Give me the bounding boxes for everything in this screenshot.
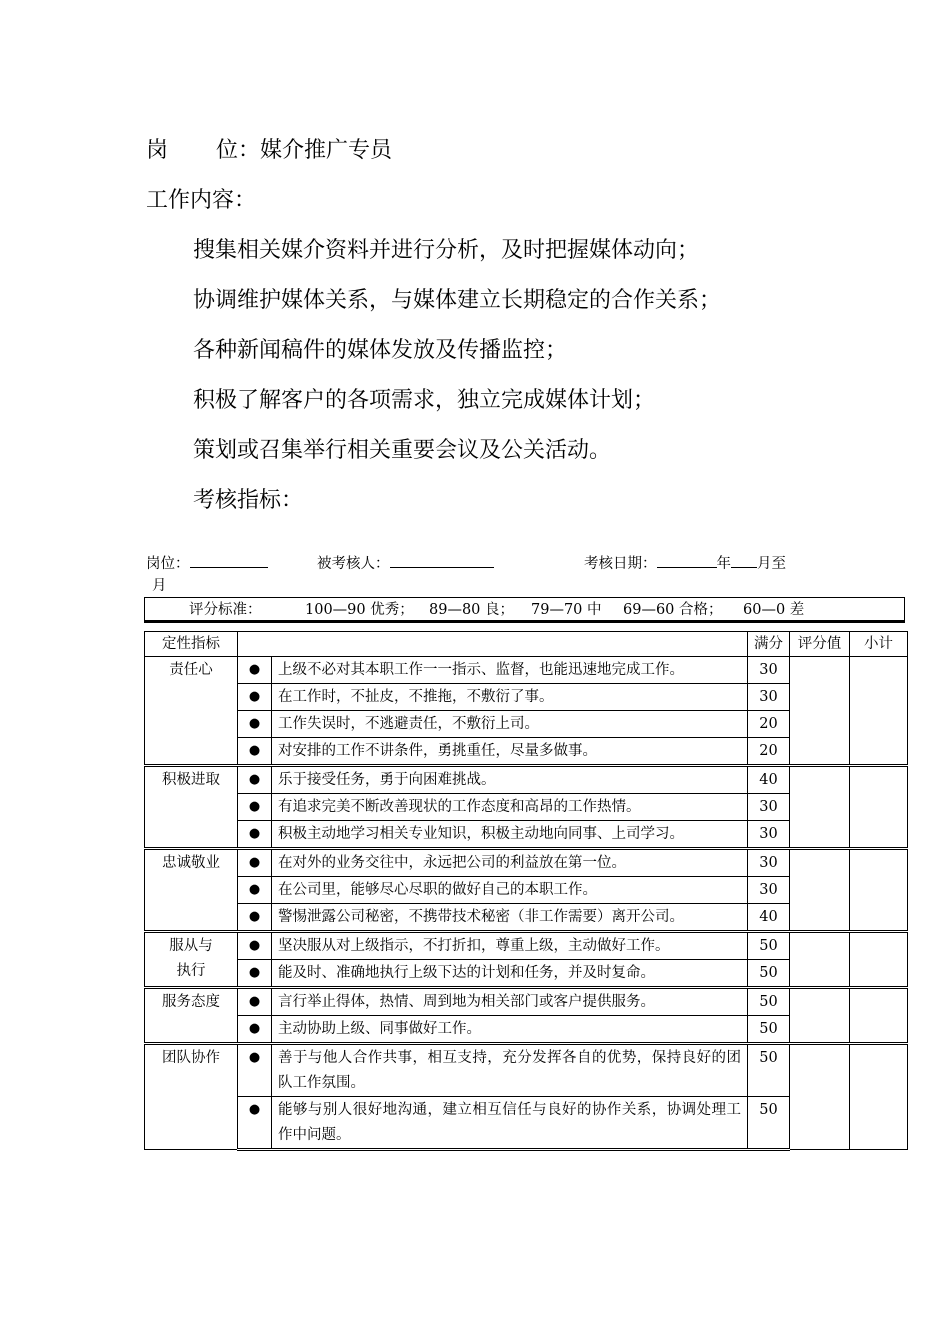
form-post-blank[interactable] [190,552,268,568]
full-score: 30 [748,877,790,904]
scale-excellent: 100—90 优秀； [305,602,414,618]
bullet: ● [238,1016,272,1044]
category-cell: 积极进取 [145,766,238,849]
subtotal-cell[interactable] [850,988,908,1044]
bullet: ● [238,738,272,766]
header-category: 定性指标 [145,632,238,657]
form-assessee-field [317,552,494,574]
full-score: 20 [748,738,790,766]
bullet: ● [238,766,272,794]
rating-input-cell[interactable] [790,849,850,932]
form-post-label: 岗位： [146,556,190,572]
table-row [145,657,908,684]
full-score: 30 [748,657,790,684]
full-score: 50 [748,1097,790,1150]
category-cell: 服从与执行 [145,932,238,988]
bullet: ● [238,821,272,849]
criterion-text: 上级不必对其本职工作一一指示、监督，也能迅速地完成工作。 [272,657,748,684]
content-heading: 工作内容： [146,188,257,213]
form-date-field [584,552,786,574]
table-row [145,932,908,960]
header-subtotal: 小计 [850,632,908,657]
kpi-table [144,631,908,1151]
scale-medium: 79—70 中 [531,602,602,618]
kpi-heading: 考核指标： [193,488,304,513]
category-cell: 团队协作 [145,1044,238,1150]
full-score: 50 [748,988,790,1016]
bullet: ● [238,932,272,960]
bullet: ● [238,988,272,1016]
form-post-field [146,552,268,574]
header-blank [238,632,748,657]
category-cell: 责任心 [145,657,238,766]
criterion-text: 有追求完美不断改善现状的工作态度和高昂的工作热情。 [272,794,748,821]
category-cell: 忠诚敬业 [145,849,238,932]
criterion-text: 积极主动地学习相关专业知识，积极主动地向同事、上司学习。 [272,821,748,849]
full-score: 40 [748,766,790,794]
full-score: 20 [748,711,790,738]
criterion-text: 乐于接受任务，勇于向困难挑战。 [272,766,748,794]
form-month-to-text: 月至 [757,556,786,572]
subtotal-cell[interactable] [850,1044,908,1150]
subtotal-cell[interactable] [850,932,908,988]
criterion-text: 在公司里，能够尽心尽职的做好自己的本职工作。 [272,877,748,904]
criterion-text: 能及时、准确地执行上级下达的计划和任务，并及时复命。 [272,960,748,988]
full-score: 30 [748,849,790,877]
form-month-text: 月 [152,578,167,594]
rating-input-cell[interactable] [790,932,850,988]
post-label-right: 位： [216,138,261,163]
bullet: ● [238,960,272,988]
duty-line: 搜集相关媒介资料并进行分析，及时把握媒体动向； [193,238,700,263]
form-assessee-label: 被考核人： [317,556,390,572]
criterion-text: 言行举止得体，热情、周到地为相关部门或客户提供服务。 [272,988,748,1016]
full-score: 30 [748,821,790,849]
full-score: 50 [748,960,790,988]
bullet: ● [238,1097,272,1150]
criterion-text: 坚决服从对上级指示，不打折扣，尊重上级，主动做好工作。 [272,932,748,960]
bullet: ● [238,657,272,684]
bullet: ● [238,904,272,932]
subtotal-cell[interactable] [850,766,908,849]
criterion-text: 在工作时，不扯皮，不推拖，不敷衍了事。 [272,684,748,711]
duty-line: 协调维护媒体关系，与媒体建立长期稳定的合作关系； [193,288,722,313]
criterion-text: 在对外的业务交往中，永远把公司的利益放在第一位。 [272,849,748,877]
table-row [145,766,908,794]
rating-input-cell[interactable] [790,1044,850,1150]
bullet: ● [238,794,272,821]
post-value: 媒介推广专员 [260,138,393,163]
table-header-row [145,632,908,657]
table-row [145,849,908,877]
form-year-text: 年 [716,556,731,572]
table-row [145,988,908,1016]
full-score: 50 [748,1044,790,1097]
criterion-text: 能够与别人很好地沟通，建立相互信任与良好的协作关系，协调处理工作中问题。 [272,1097,748,1150]
criterion-text: 主动协助上级、同事做好工作。 [272,1016,748,1044]
scale-good: 89—80 良； [429,602,515,618]
criterion-text: 对安排的工作不讲条件，勇挑重任，尽量多做事。 [272,738,748,766]
scale-label: 评分标准： [189,602,262,618]
bullet: ● [238,877,272,904]
scale-poor: 60—0 差 [743,602,805,618]
bullet: ● [238,684,272,711]
subtotal-cell[interactable] [850,849,908,932]
duty-line: 积极了解客户的各项需求，独立完成媒体计划； [193,388,656,413]
full-score: 30 [748,684,790,711]
subtotal-cell[interactable] [850,657,908,766]
rating-input-cell[interactable] [790,657,850,766]
full-score: 30 [748,794,790,821]
form-assessee-blank[interactable] [390,552,494,568]
full-score: 50 [748,1016,790,1044]
header-full: 满分 [748,632,790,657]
form-year-blank[interactable] [657,552,717,568]
duty-line: 各种新闻稿件的媒体发放及传播监控； [193,338,568,363]
full-score: 50 [748,932,790,960]
scale-pass: 69—60 合格； [623,602,723,618]
form-month-blank[interactable] [731,552,757,568]
scoring-scale [144,597,905,623]
rating-input-cell[interactable] [790,988,850,1044]
category-cell: 服务态度 [145,988,238,1044]
bullet: ● [238,1044,272,1097]
criterion-text: 善于与他人合作共事，相互支持，充分发挥各自的优势，保持良好的团队工作氛围。 [272,1044,748,1097]
criterion-text: 工作失误时，不逃避责任，不敷衍上司。 [272,711,748,738]
criterion-text: 警惕泄露公司秘密，不携带技术秘密（非工作需要）离开公司。 [272,904,748,932]
table-row [145,1044,908,1097]
post-line [146,136,392,166]
bullet: ● [238,849,272,877]
full-score: 40 [748,904,790,932]
form-date-label: 考核日期： [584,556,657,572]
header-rating: 评分值 [790,632,850,657]
bullet: ● [238,711,272,738]
rating-input-cell[interactable] [790,766,850,849]
duty-line: 策划或召集举行相关重要会议及公关活动。 [193,438,612,463]
post-label-left: 岗 [146,138,169,163]
